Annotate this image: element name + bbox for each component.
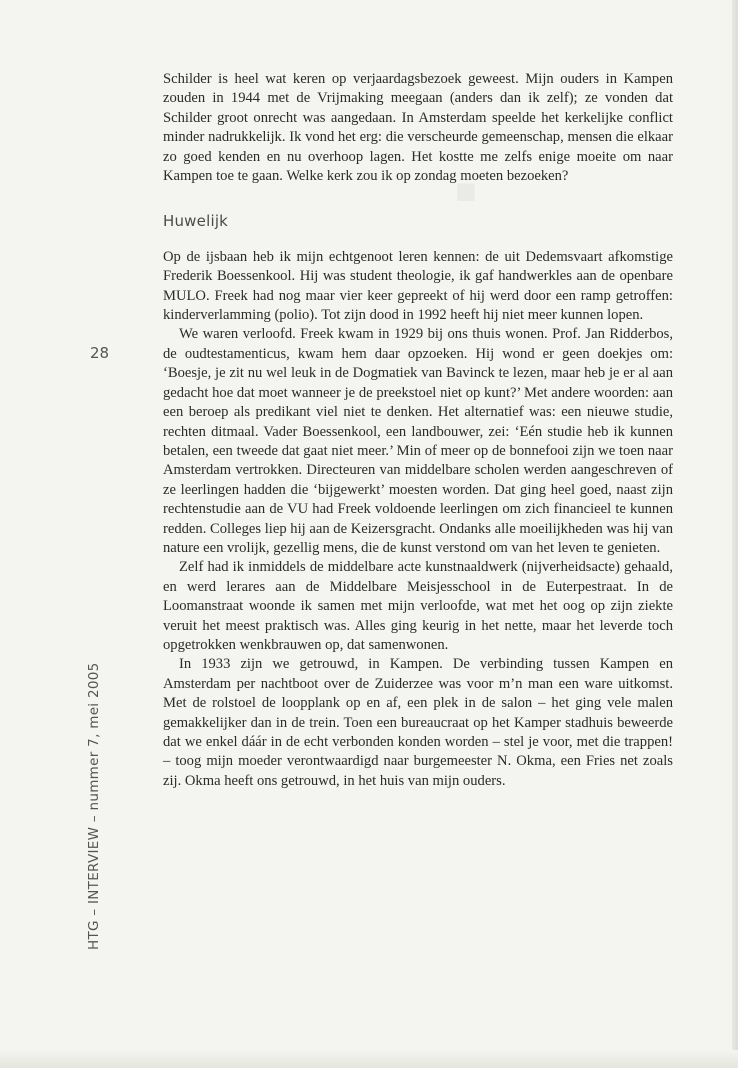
- page-edge-bottom: [0, 1050, 738, 1068]
- article-body: [163, 70, 673, 791]
- page-number: 28: [90, 344, 110, 362]
- paragraph: Schilder is heel wat keren op verjaardagsbezoek geweest. Mijn ouders in Kampen zouden in 1944 met de Vrijmaking meegaan (anders dan ik zelf); ze vonden dat Schilder groot onrecht was aangedaan. In Amsterdam speelde het kerkelijke conflict minder nadrukkelijk. Ik vond het erg: die verscheurde gemeenschap, mensen die elkaar zo goed kenden en nu overhoop lagen. Het kostte me zelfs enige moeite om naar Kampen toe te gaan. Welke kerk zou ik op zondag moeten bezoeken?: [163, 71, 673, 185]
- paragraph: Zelf had ik inmiddels de middelbare acte kunstnaaldwerk (nijverheidsacte) gehaald, en werd lerares aan de Middelbare Meisjesschool in de Euterpestraat. In de Loomanstraat woonde ik samen met mijn verloofde, wat met het oog op zijn ziekte veruit het meest praktisch was. Alles ging keurig in het nette, maar het leverde toch opgetrokken wenkbrauwen op, dat samenwonen.: [163, 559, 673, 653]
- running-head: HTG – INTERVIEW – nummer 7, mei 2005: [86, 662, 102, 950]
- section-heading: Huwelijk: [163, 212, 229, 231]
- paragraph: We waren verloofd. Freek kwam in 1929 bij ons thuis wonen. Prof. Jan Ridderbos, de oudtestamenticus, kwam hem daar opzoeken. Hij wond er geen doekjes om: ‘Boesje, je zit nu wel leuk in de Dogmatiek van Bavinck te lezen, maar heb je er al aan gedacht hoe dat moet wanneer je de preekstoel niet op kunt?’ Met andere woorden: aan een beroep als predikant viel niet te denken. Het alternatief was: een nieuwe studie, rechten ditmaal. Vader Boessenkool, een landbouwer, zei: ‘Eén studie heb ik kunnen betalen, een tweede dat gaat niet meer.’ Min of meer op de bonnefooi zijn we toen naar Amsterdam vertrokken. Directeuren van middelbare scholen werden aangeschreven of ze leerlingen hadden die ‘bijgewerkt’ moesten worden. Dat ging heel goed, naast zijn rechtenstudie aan de VU had Freek voldoende leerlingen om zich financieel te kunnen redden. Colleges liep hij aan de Keizersgracht. Ondanks alle moeilijkheden was hij van nature een vrolijk, gezellig mens, die de kunst verstond om van het leven te genieten.: [163, 326, 673, 556]
- paragraph: In 1933 zijn we getrouwd, in Kampen. De verbinding tussen Kampen en Amsterdam per nachtboot over de Zuiderzee was voor m’n man een ware uitkomst. Met de rolstoel de loopplank op en af, een plek in de salon – het ging vele malen gemakkelijker dan in de trein. Toen een bureaucraat op het Kamper stadhuis beweerde dat we enkel dáár in de echt verbonden konden worden – stel je voor, met die trappen! – toog mijn moeder verontwaardigd naar burgemeester N. Okma, een Fries net zoals zij. Okma heeft ons getrouwd, in het huis van mijn ouders.: [163, 656, 673, 789]
- paragraph: Op de ijsbaan heb ik mijn echtgenoot leren kennen: de uit Dedemsvaart afkomstige Frederik Boessenkool. Hij was student theologie, ik gaf handwerkles aan de openbare MULO. Freek had nog maar vier keer gepreekt of hij werd door een ramp getroffen: kinderverlamming (polio). Tot zijn dood in 1992 heeft hij niet meer kunnen lopen.: [163, 248, 673, 324]
- page-edge: [732, 0, 738, 1068]
